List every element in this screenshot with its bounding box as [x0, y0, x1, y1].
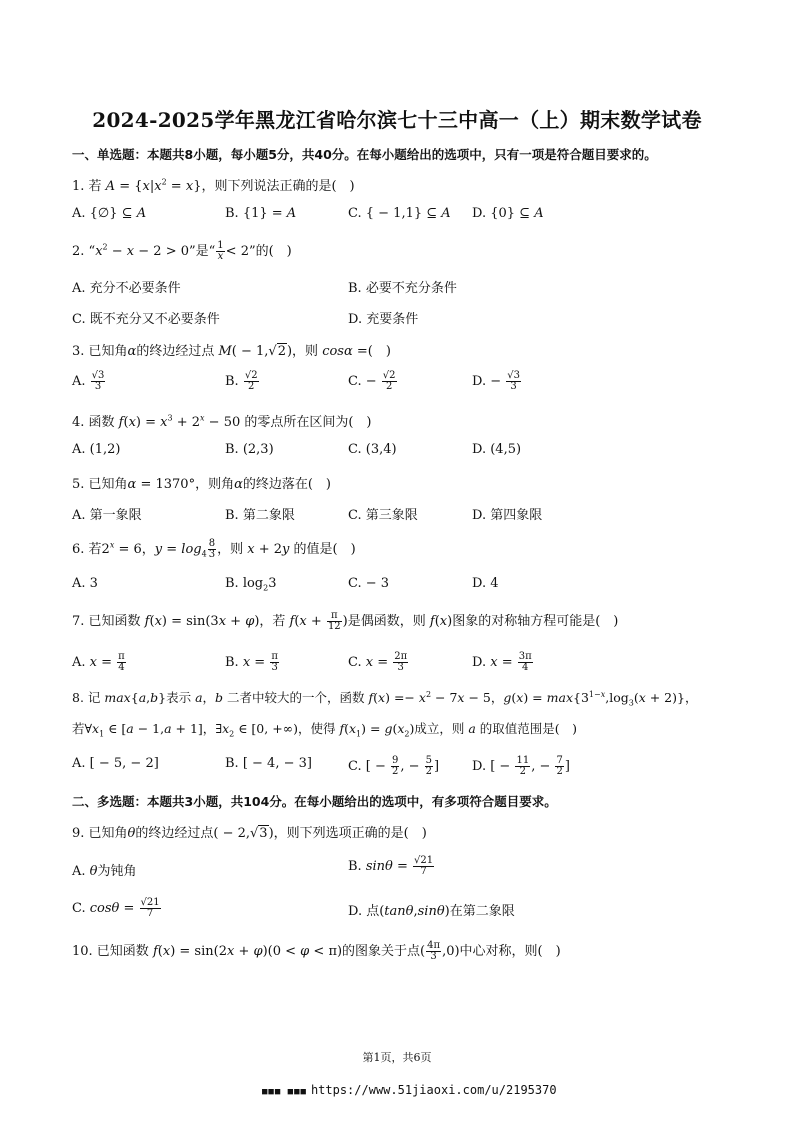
section-heading-multiple-choice: 二、多选题：本题共3小题，共104分。在每小题给出的选项中，有多项符合题目要求。: [72, 794, 557, 809]
question-2: 2. “$x^2 - x - 2 > 0$”是“ $\frac{1}{x}$ < 2”的( ): [72, 240, 292, 262]
q4-option-c: C. (3,4): [348, 442, 397, 457]
question-5: 5. 已知角α = 1370°，则角α的终边落在( ): [72, 477, 332, 492]
q2-option-c: C. 既不充分又不必要条件: [72, 312, 220, 327]
q9-option-a: A. θ为钝角: [72, 864, 137, 879]
q9-option-d: D. 点(tanθ,sinθ)在第二象限: [348, 904, 515, 919]
question-3: 3. 已知角α的终边经过点 M( − 1,√2)，则 cosα =( ): [72, 344, 391, 359]
q5-option-d: D. 第四象限: [472, 508, 543, 523]
q9-option-b: B. sinθ = $\frac{√21}{7}$: [348, 855, 434, 877]
question-9: 9. 已知角θ的终边经过点( − 2,√3)，则下列选项正确的是( ): [72, 826, 427, 841]
q8-option-a: A. [ − 5, − 2]: [72, 756, 159, 771]
question-4: 4. 函数 $f(x) = x^3 + 2^x - 50$ 的零点所在区间为( ): [72, 413, 372, 430]
q8-option-d: D. [ − $\frac{11}{2}$ , − $\frac{7}{2}$ ]: [472, 755, 570, 777]
q3-option-a: A. $\frac{√3}{3}$: [72, 370, 105, 392]
question-7: 7. 已知函数 f(x) = sin(3x + φ)，若 f(x + $\frac{\pi}{12}$ )是偶函数，则 f(x)图象的对称轴方程可能是( ): [72, 610, 619, 632]
question-1: 1. 若 $A = \{x|x^2 = x\}$，则下列说法正确的是( ): [72, 177, 355, 194]
q5-option-b: B. 第二象限: [225, 508, 295, 523]
watermark-url: [262, 1083, 557, 1097]
q4-option-d: D. (4,5): [472, 442, 522, 457]
question-8-line-2: 若$\forall x_1$ ∈ [a − 1,a + 1]，$\exists x_2$ ∈ [0, +∞)，使得 $f(x_1) = g(x_2)$成立，则 a 的取值范围是( ): [72, 721, 578, 739]
q1-option-b: B. {1} = A: [225, 206, 297, 221]
q3-option-d: D. − $\frac{√3}{3}$: [472, 370, 520, 392]
q6-option-d: D. 4: [472, 576, 499, 591]
q6-option-c: C. − 3: [348, 576, 390, 591]
q5-option-a: A. 第一象限: [72, 508, 142, 523]
q6-option-a: A. 3: [72, 576, 98, 591]
q2-option-a: A. 充分不必要条件: [72, 281, 181, 296]
q2-option-b: B. 必要不充分条件: [348, 281, 457, 296]
watermark-link[interactable]: https://www.51jiaoxi.com/u/2195370: [310, 1083, 557, 1097]
q8-option-b: B. [ − 4, − 3]: [225, 756, 312, 771]
question-6: 6. 若$2^x = 6$，$y = \log_4$ $\frac{8}{3}$ ，则 x + 2y 的值是( ): [72, 538, 356, 560]
q1-option-d: D. {0} ⊆ A: [472, 206, 544, 221]
q7-option-b: B. x = $\frac{\pi}{3}$: [225, 651, 278, 673]
q1-option-a: A. {∅} ⊆ A: [72, 206, 147, 221]
q7-option-a: A. x = $\frac{\pi}{4}$: [72, 651, 125, 673]
q3-option-c: C. − $\frac{√2}{2}$: [348, 370, 396, 392]
q1-option-c: C. { − 1,1} ⊆ A: [348, 206, 451, 221]
q6-option-b: B. $\log_23$: [225, 576, 277, 593]
question-10: 10. 已知函数 f(x) = sin(2x + φ)(0 < φ < π)的图象关于点( $\frac{4\pi}{3}$ ,0)中心对称，则( ): [72, 940, 561, 962]
page-title: 2024-2025学年黑龙江省哈尔滨七十三中高一（上）期末数学试卷: [92, 108, 702, 132]
q3-option-b: B. $\frac{√2}{2}$: [225, 370, 258, 392]
q5-option-c: C. 第三象限: [348, 508, 418, 523]
watermark-logo-icon: ■■■ ■■■: [262, 1087, 307, 1097]
q2-option-d: D. 充要条件: [348, 312, 419, 327]
q9-option-c: C. cosθ = $\frac{√21}{7}$: [72, 897, 160, 919]
section-heading-single-choice: 一、单选题：本题共8小题，每小题5分，共40分。在每小题给出的选项中，只有一项是符合题目要求的。: [72, 147, 657, 162]
q7-option-c: C. x = $\frac{2\pi}{3}$: [348, 651, 408, 673]
q4-option-b: B. (2,3): [225, 442, 274, 457]
q7-option-d: D. x = $\frac{3\pi}{4}$: [472, 651, 532, 673]
question-8: 8. 记 max{a,b}表示 a，b 二者中较大的一个，函数 $f(x) =- x^2 - 7x - 5$，$g(x) = \max\{3^{1-x},\log_3(x + 2)\}$，: [72, 689, 698, 708]
page-number: 第1页，共6页: [362, 1051, 432, 1064]
q8-option-c: C. [ − $\frac{9}{2}$ , − $\frac{5}{2}$ ]: [348, 755, 440, 777]
q4-option-a: A. (1,2): [72, 442, 121, 457]
